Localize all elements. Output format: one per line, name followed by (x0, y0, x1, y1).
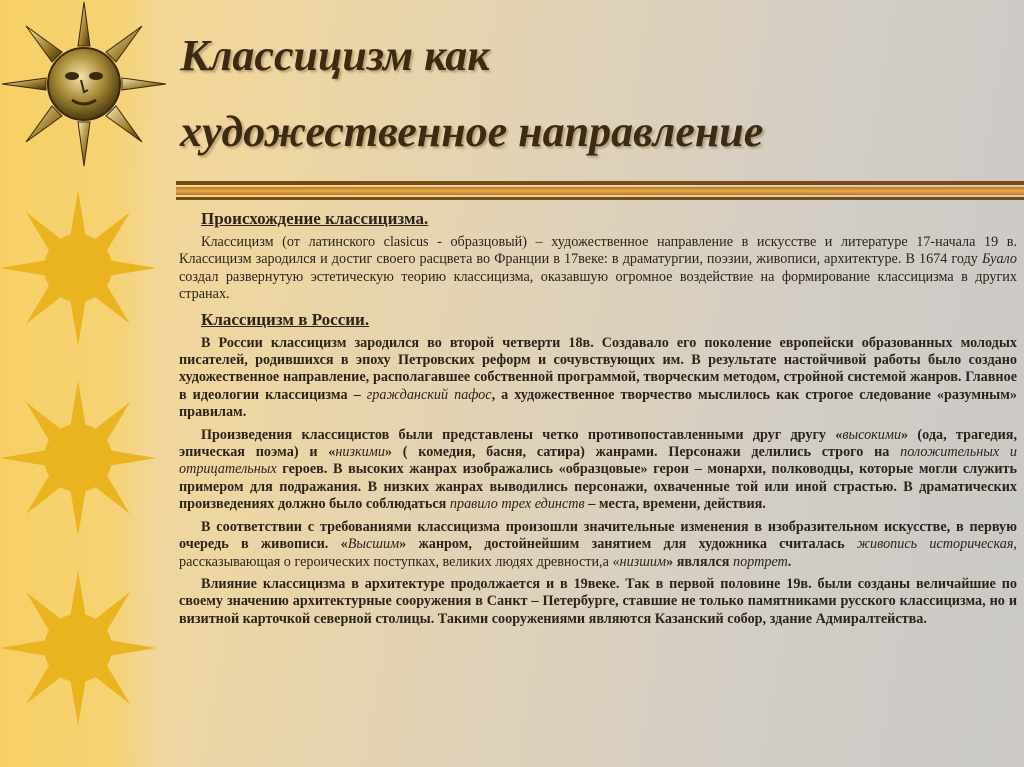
text-run: – места, времени, действия. (584, 496, 766, 513)
italic-term: положительных и отрицательных (179, 444, 1017, 478)
paragraph-russia-2 (179, 427, 1017, 514)
text-run: Классицизм (от латинского clasicus - образцовый) – художественное направление в искусстве и литературе 17-начала 19 в. Классицизм зародился и достиг своего расцвета во Франции в 17веке: в драматургии, поэзии, живописи, архитектуре. В 1674 году (179, 234, 1017, 268)
slide-body (179, 208, 1017, 633)
italic-term: Высшим (347, 536, 400, 553)
page-title (180, 18, 1000, 170)
title-line-2: художественное направление (180, 107, 764, 156)
text-run: » (ода, трагедия, эпическая поэма) и « (179, 426, 1017, 461)
text-run: героев. В высоких жанрах изображались «образцовые» герои – монархи, полководцы, которые могли служить примером для подражания. В низких жанрах выводились персонажи, охваченные той или иной страстью. В драматических произведениях должно было соблюдаться (179, 461, 1017, 513)
paragraph-russia-4: Влияние классицизма в архитектуре продолжается и в 19веке. Так в первой половине 19в. были созданы величайшие по своему значению архитектурные сооружения в Санкт – Петербурге, ставшие не только памятниками русского классицизма, но и визитной карточкой северной столицы. Такими сооружениями являются Казанский собор, здание Адмиралтейства. (179, 575, 1017, 627)
italic-term: живопись историческая, (856, 536, 1017, 553)
title-line-1: Классицизм как (180, 31, 490, 80)
text-run: создал развернутую эстетическую теорию классицизма, оказавшую огромное воздействие на формирование классицизма в других странах. (179, 268, 1017, 303)
italic-term: портрет (732, 553, 788, 570)
text-run: , а художественное творчество мыслилось как строгое следование «разумным» правилам. (179, 386, 1017, 421)
text-run: В соответствии с требованиями классицизма произошли значительные изменения в изобразительном искусстве, в первую очередь в живописи. « (179, 518, 1017, 553)
paragraph-russia-3 (179, 519, 1017, 571)
italic-term: высокими (842, 426, 902, 443)
italic-term: правило трех единств (449, 496, 585, 513)
sun-icon (0, 180, 160, 360)
sun-icon (0, 370, 160, 550)
italic-term: низкими (335, 444, 385, 461)
sun-icon (0, 560, 160, 740)
sun-face-icon (0, 0, 170, 170)
title-divider (176, 181, 1024, 201)
paragraph-origin (179, 234, 1017, 304)
italic-term: низшим (619, 553, 667, 570)
text-run: В России классицизм зародился во второй четверти 18в. Создавало его поколение европейски образованных молодых писателей, родившихся в эпоху Петровских реформ и сочувствующих им. В результате настойчивой работы было создано художественное направление, располагавшее собственной программой, творческим методом, стройной системой жанров. Главное в идеологии классицизма – (179, 334, 1017, 403)
text-run: рассказывающая о героических поступках, великих людях древности,а « (179, 553, 620, 570)
text-run: . (787, 553, 792, 570)
text-run: » являлся (666, 553, 733, 570)
text-run: » ( комедия, басня, сатира) жанрами. Персонажи делились строго на (384, 444, 901, 461)
section-heading-russia: Классицизм в России. (201, 309, 370, 329)
text-run: » жанром, достойнейшим занятием для художника считалась (399, 536, 857, 553)
italic-term: Буало (981, 251, 1017, 268)
italic-term: гражданский пафос (366, 386, 492, 403)
section-heading-origin: Происхождение классицизма. (201, 209, 429, 228)
paragraph-russia-1 (179, 335, 1017, 422)
text-run: Произведения классицистов были представлены четко противопоставленными друг другу « (201, 426, 843, 443)
